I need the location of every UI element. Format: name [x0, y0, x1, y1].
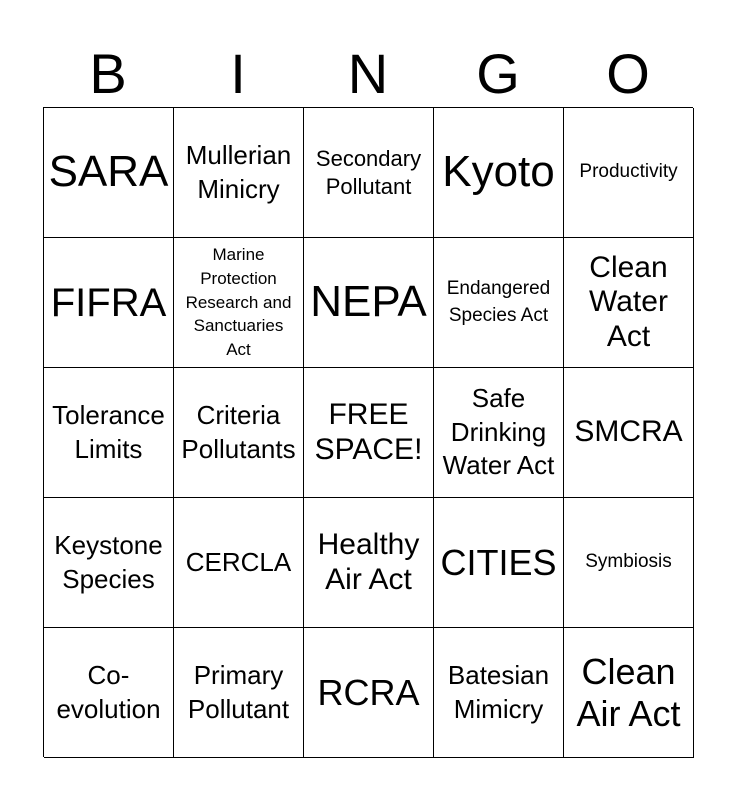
cell-label: FIFRA — [50, 280, 167, 325]
bingo-cell-r1-c2[interactable] — [174, 108, 304, 238]
bingo-cell-r3-c5[interactable] — [564, 368, 694, 498]
header-letter-o: O — [606, 42, 650, 105]
bingo-cell-r3-c3[interactable] — [304, 368, 434, 498]
cell-label: Co- evolution — [56, 659, 161, 724]
cell-label: CERCLA — [185, 546, 292, 577]
cell-label: Productivity — [579, 161, 678, 183]
bingo-cell-r5-c4[interactable] — [434, 628, 564, 758]
bingo-cell-r5-c5[interactable] — [564, 628, 694, 758]
cell-label: Secondary Pollutant — [315, 146, 422, 199]
cell-label: Primary Pollutant — [187, 659, 290, 724]
header-letter-i: I — [230, 42, 246, 105]
bingo-cell-r4-c4[interactable] — [434, 498, 564, 628]
cell-label: Clean Water Act — [589, 250, 668, 353]
header-letter-n: N — [347, 42, 389, 105]
bingo-board — [43, 107, 693, 757]
bingo-cell-r1-c4[interactable] — [434, 108, 564, 238]
bingo-cell-r5-c1[interactable] — [44, 628, 174, 758]
bingo-cell-r2-c3[interactable] — [304, 238, 434, 368]
cell-label: Symbiosis — [585, 551, 672, 573]
cell-label: Batesian Mimicry — [447, 659, 550, 724]
cell-label: Marine Protection Research and Sanctuaries Act — [185, 245, 292, 360]
cell-label: Healthy Air Act — [317, 528, 420, 596]
cell-label: CITIES — [440, 541, 557, 583]
bingo-cell-r3-c4[interactable] — [434, 368, 564, 498]
bingo-cell-r3-c1[interactable] — [44, 368, 174, 498]
bingo-cell-r2-c5[interactable] — [564, 238, 694, 368]
cell-label: Clean Air Act — [576, 651, 681, 734]
bingo-cell-r4-c3[interactable] — [304, 498, 434, 628]
bingo-cell-r1-c1[interactable] — [44, 108, 174, 238]
bingo-cell-r2-c2[interactable] — [174, 238, 304, 368]
header-letter-b: B — [89, 42, 127, 105]
cell-label: Keystone Species — [54, 529, 163, 594]
bingo-cell-r3-c2[interactable] — [174, 368, 304, 498]
cell-label: Kyoto — [442, 147, 555, 197]
bingo-cell-r4-c5[interactable] — [564, 498, 694, 628]
bingo-cell-r1-c3[interactable] — [304, 108, 434, 238]
bingo-cell-r2-c1[interactable] — [44, 238, 174, 368]
bingo-cell-r5-c3[interactable] — [304, 628, 434, 758]
cell-label: SARA — [48, 147, 169, 197]
cell-label: SMCRA — [574, 415, 683, 449]
bingo-cell-r1-c5[interactable] — [564, 108, 694, 238]
cell-label: Tolerance Limits — [52, 399, 165, 464]
bingo-header — [43, 40, 693, 108]
header-letter-g: G — [476, 42, 520, 105]
bingo-cell-r2-c4[interactable] — [434, 238, 564, 368]
bingo-cell-r5-c2[interactable] — [174, 628, 304, 758]
cell-label: Criteria Pollutants — [181, 399, 296, 464]
bingo-cell-r4-c1[interactable] — [44, 498, 174, 628]
cell-label: Safe Drinking Water Act — [442, 382, 555, 481]
bingo-cell-r4-c2[interactable] — [174, 498, 304, 628]
cell-label: Mullerian Minicry — [185, 139, 292, 204]
cell-label: Endangered Species Act — [446, 277, 551, 326]
cell-label: FREE SPACE! — [314, 398, 423, 466]
cell-label: RCRA — [317, 671, 420, 713]
cell-label: NEPA — [310, 277, 427, 327]
